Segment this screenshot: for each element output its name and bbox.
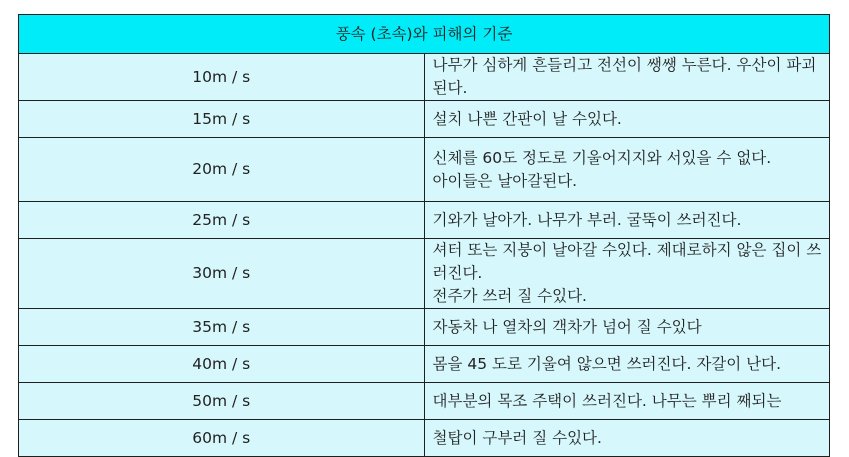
wind-speed-cell: 15m / s — [19, 101, 425, 138]
wind-speed-cell: 50m / s — [19, 383, 425, 420]
table-row — [19, 138, 830, 202]
wind-speed-cell: 10m / s — [19, 54, 425, 101]
table-row — [19, 420, 830, 457]
damage-description-cell — [424, 346, 830, 383]
table-row — [19, 346, 830, 383]
description-line: 셔터 또는 지붕이 날아갈 수있다. 제대로하지 않은 집이 쓰러진다. — [432, 241, 822, 282]
table-row — [19, 202, 830, 239]
table-title: 풍속 (초속)와 피해의 기준 — [19, 15, 830, 54]
wind-damage-table — [18, 14, 830, 457]
wind-speed-cell: 35m / s — [19, 309, 425, 346]
wind-speed-cell: 25m / s — [19, 202, 425, 239]
damage-description-cell — [424, 101, 830, 138]
table-header-row — [19, 15, 830, 54]
wind-speed-cell: 30m / s — [19, 239, 425, 309]
damage-description-cell — [424, 138, 830, 202]
table-row — [19, 54, 830, 101]
damage-description-cell — [424, 239, 830, 309]
table-row — [19, 239, 830, 309]
damage-description-cell — [424, 383, 830, 420]
wind-damage-table-container — [18, 14, 830, 457]
description-line: 아이들은 날아갈된다. — [432, 171, 578, 190]
damage-description-cell — [424, 54, 830, 101]
description-line: 신체를 60도 정도로 기울어지지와 서있을 수 없다. — [432, 148, 772, 167]
table-row — [19, 383, 830, 420]
table-row — [19, 101, 830, 138]
wind-speed-cell: 20m / s — [19, 138, 425, 202]
description-line: 대부분의 목조 주택이 쓰러진다. 나무는 뿌리 째되는 — [432, 391, 782, 410]
table-row — [19, 309, 830, 346]
wind-speed-cell: 60m / s — [19, 420, 425, 457]
description-line: 전주가 쓰러 질 수있다. — [432, 287, 587, 305]
description-line: 기와가 날아가. 나무가 부러. 굴뚝이 쓰러진다. — [432, 210, 742, 229]
description-line: 철탑이 구부러 질 수있다. — [432, 428, 602, 447]
damage-description-cell — [424, 420, 830, 457]
wind-speed-cell: 40m / s — [19, 346, 425, 383]
damage-description-cell — [424, 309, 830, 346]
damage-description-cell — [424, 202, 830, 239]
description-line: 설치 나쁜 간판이 날 수있다. — [432, 109, 622, 128]
description-line: 자동차 나 열차의 객차가 넘어 질 수있다 — [432, 317, 702, 336]
description-line: 몸을 45 도로 기울여 않으면 쓰러진다. 자갈이 난다. — [432, 354, 782, 373]
description-line: 나무가 심하게 흔들리고 전선이 쌩쌩 누른다. 우산이 파괴된다. — [432, 56, 817, 97]
